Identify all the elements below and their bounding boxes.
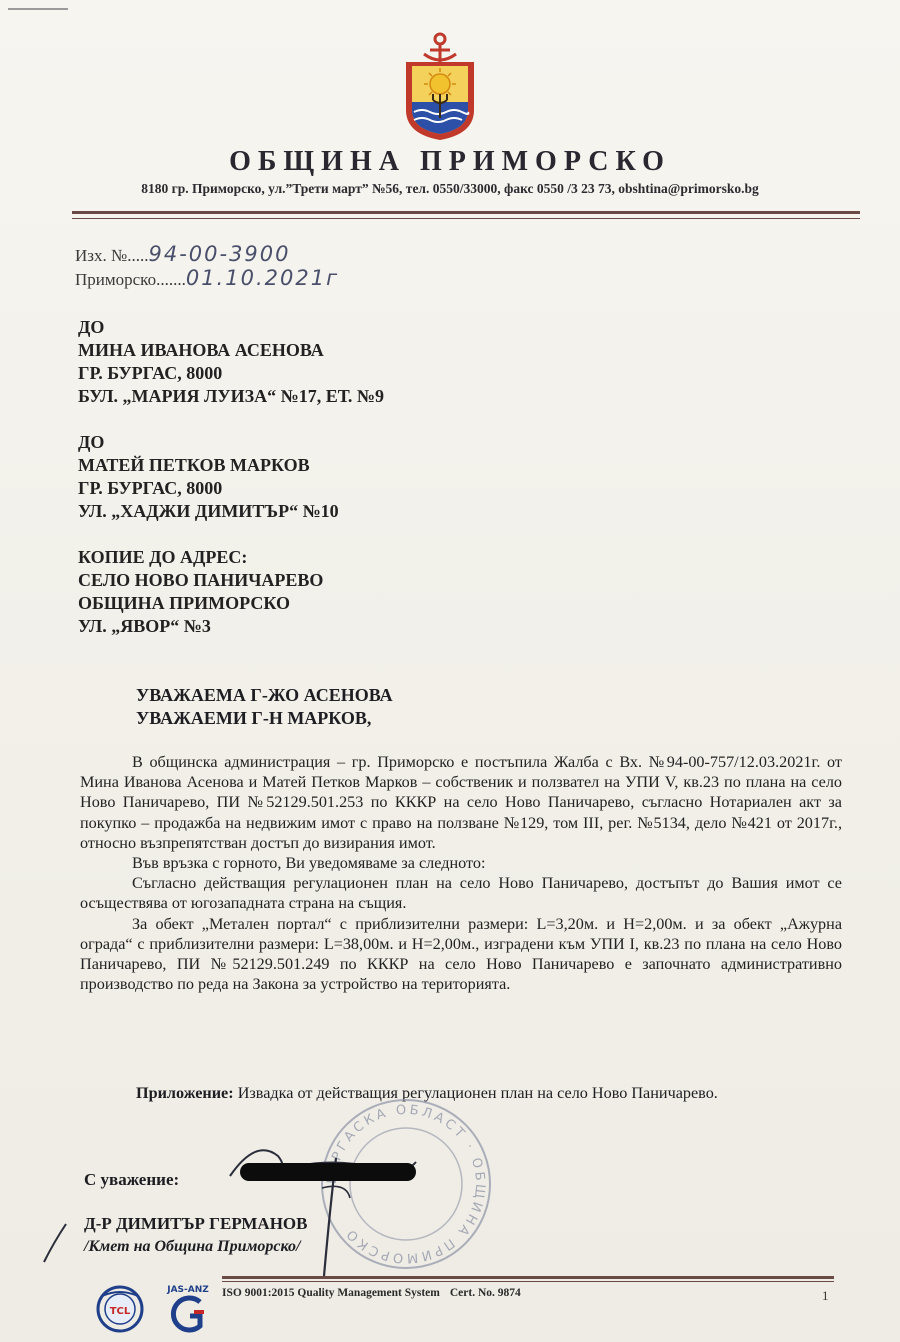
accreditation-badge-icon	[160, 1282, 216, 1334]
header-divider	[72, 211, 860, 219]
iso-text: ISO 9001:2015 Quality Management System	[222, 1287, 440, 1299]
salutation-line-1: УВАЖАЕМА Г-ЖО АСЕНОВА	[136, 685, 393, 705]
recipient-street: БУЛ. „МАРИЯ ЛУИЗА“ №17, ЕТ. №9	[78, 386, 385, 406]
place-label: Приморско	[75, 270, 157, 289]
recipient-to-label: ДО	[78, 317, 105, 337]
signer-name: Д-Р ДИМИТЪР ГЕРМАНОВ	[84, 1214, 308, 1233]
salutation	[136, 684, 393, 730]
recipient-block-1	[78, 316, 384, 408]
recipient-city: ГР. БУРГАС, 8000	[78, 363, 223, 383]
certification-badge-icon	[82, 1284, 158, 1334]
signer-block	[84, 1212, 307, 1258]
recipient-name: МАТЕЙ ПЕТКОВ МАРКОВ	[78, 455, 310, 475]
place-and-date	[75, 266, 339, 290]
closing-phrase: С уважение:	[84, 1170, 180, 1189]
recipient-block-2	[78, 431, 339, 523]
body-paragraph-1: В общинска администрация – гр. Приморско е постъпила Жалба с Вх. №94-00-757/12.03.2021г. от Мина Иванова Асенова и Матей Петков Марков – собственик и ползвател на УПИ V, кв.23 по плана на село Ново Паничарево, ПИ №52129.501.253 по КККР на село Ново Паничарево, съгласно Нотариален акт за покупко – продажба на недвижим имот с право на ползване №129, том III, рег. №5134, дело №421 от 2017г., относно възпрепятстван достъп до визирания имот.	[80, 753, 842, 852]
municipality-crest-icon	[400, 30, 480, 142]
recipient-city: ГР. БУРГАС, 8000	[78, 478, 223, 498]
copy-address-block	[78, 546, 323, 638]
outgoing-number-value: 94-00-3900	[148, 242, 291, 266]
body-paragraph-4: За обект „Метален портал“ с приблизителни размери: L=3,20м. и H=2,00м. и за обект „Ажурна ограда“ с приблизителни размери: L=38,00м. и H=2,00м., изградени към УПИ I, кв.23 по плана на село Ново Паничарево, ПИ №52129.501.249 по КККР на село Ново Паничарево е започнато административно производство по реда на Закона за устройство на територията.	[80, 914, 842, 994]
copy-label: КОПИЕ ДО АДРЕС:	[78, 547, 248, 567]
signer-title: /Кмет на Община Приморско/	[84, 1238, 301, 1255]
salutation-line-2: УВАЖАЕМИ Г-Н МАРКОВ,	[136, 708, 372, 728]
redaction-bar	[240, 1163, 416, 1181]
outgoing-number-dots: .....	[127, 246, 149, 265]
letter-body	[80, 752, 842, 994]
copy-line-3: УЛ. „ЯВОР“ №3	[78, 616, 211, 636]
recipient-name: МИНА ИВАНОВА АСЕНОВА	[78, 340, 324, 360]
page-number: 1	[822, 1288, 829, 1303]
cert-number: Cert. No. 9874	[449, 1287, 521, 1299]
copy-line-1: СЕЛО НОВО ПАНИЧАРЕВО	[78, 570, 324, 590]
document-date: 01.10.2021г	[185, 266, 340, 290]
outgoing-number	[75, 242, 291, 266]
place-dots: .......	[156, 270, 186, 289]
body-paragraph-3: Съгласно действащия регулационен план на село Ново Паничарево, достъпът до Вашия имот се осъществява от югозападната страна на същия.	[80, 874, 842, 913]
annex-label: Приложение:	[136, 1084, 234, 1102]
footer-divider	[222, 1276, 834, 1282]
body-paragraph-2: Във връзка с горното, Ви уведомяваме за следното:	[132, 854, 486, 873]
iso-statement	[222, 1287, 521, 1299]
cert-badge-top: JAS-ANZ	[167, 1285, 209, 1295]
outgoing-number-label: Изх. №	[75, 246, 128, 265]
organization-address: 8180 гр. Приморско, ул.”Трети март” №56, тел. 0550/33000, факс 0550 /3 23 73, obshtina@primorsko.bg	[141, 181, 759, 196]
margin-pen-mark	[40, 1222, 70, 1264]
stamp-text: РГАСКА ОБЛАСТ · ОБЩИНА ПРИМОРСКО	[329, 1102, 488, 1266]
recipient-to-label: ДО	[78, 432, 105, 452]
scan-artifact-line	[8, 8, 68, 18]
copy-line-2: ОБЩИНА ПРИМОРСКО	[78, 593, 290, 613]
organization-name: ОБЩИНА ПРИМОРСКО	[229, 146, 671, 177]
cert-badge-tcl: TCL	[109, 1306, 131, 1317]
recipient-street: УЛ. „ХАДЖИ ДИМИТЪР“ №10	[78, 501, 339, 521]
annex-text: Извадка от действащия регулационен план на село Ново Паничарево.	[233, 1084, 718, 1102]
